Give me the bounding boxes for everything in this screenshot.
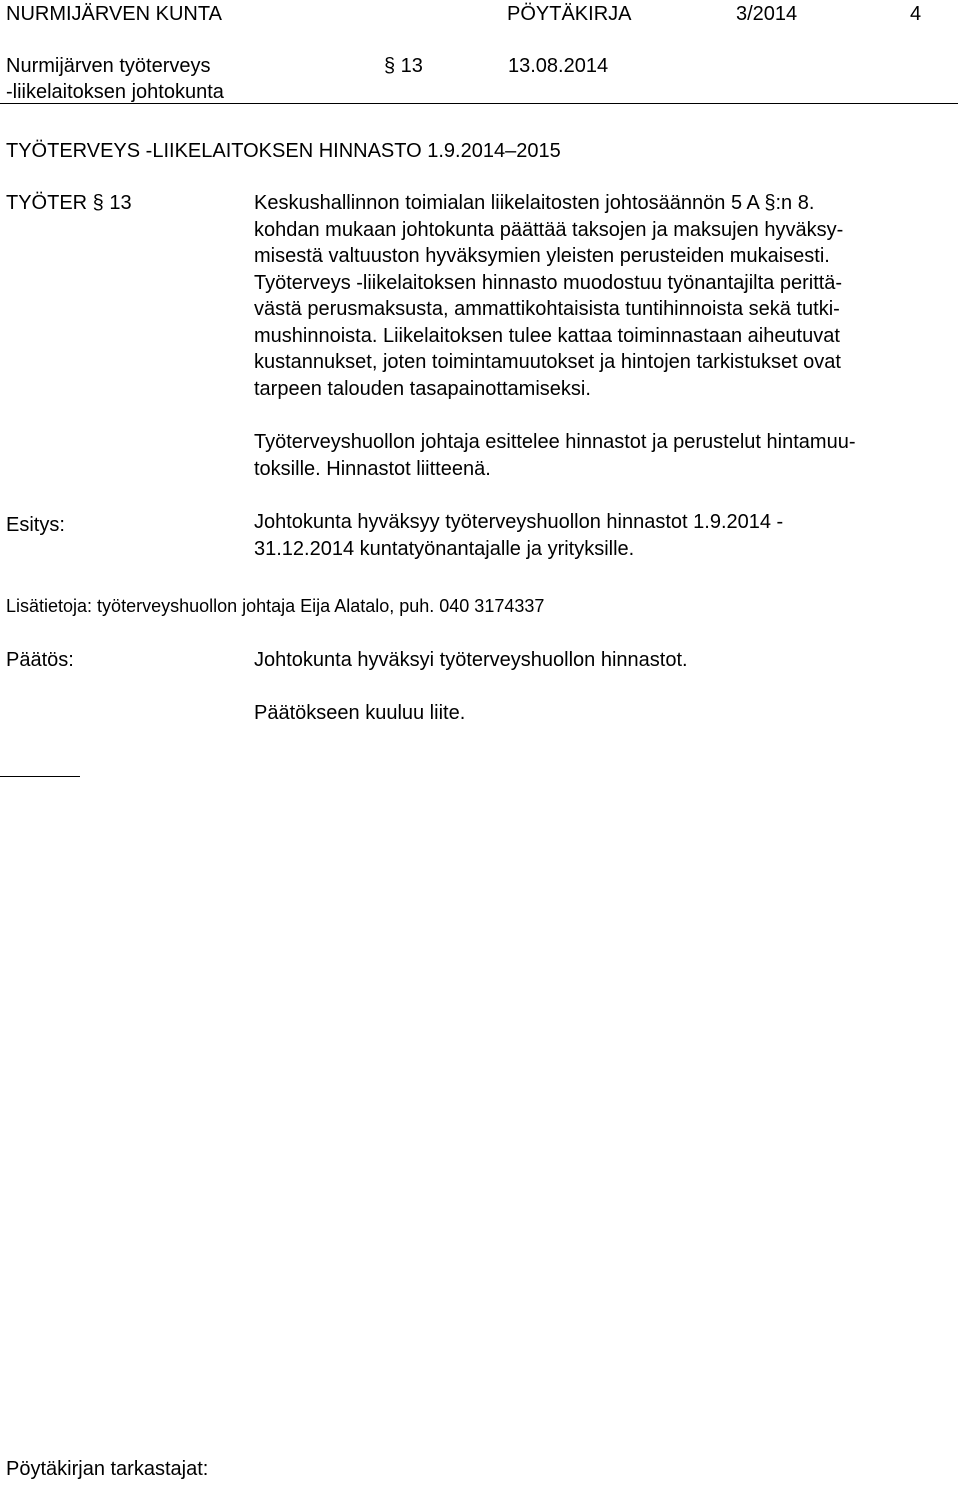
paragraph-line: misestä valtuuston hyväksymien yleisten perusteiden mukaisesti. [254,245,830,267]
page-number: 4 [910,3,922,25]
footer-reviewers: Pöytäkirjan tarkastajat: [6,1458,209,1480]
proposal-line: Johtokunta hyväksyy työterveyshuollon hinnastot 1.9.2014 - [254,511,784,533]
meeting-date: 13.08.2014 [508,55,609,77]
end-divider [0,776,80,777]
proposal-label: Esitys: [6,514,65,536]
decision-label: Päätös: [6,649,74,671]
paragraph-line: Työterveys -liikelaitoksen hinnasto muodostuu työnantajilta perittä- [254,271,843,294]
paragraph-line: Keskushallinnon toimialan liikelaitosten johtosäännön 5 A §:n 8. [254,192,815,214]
paragraph-line: kustannukset, joten toimintamuutokset ja hintojen tarkistukset ovat [254,351,841,373]
doc-number: 3/2014 [736,3,798,25]
decision-text: Johtokunta hyväksyi työterveyshuollon hinnastot. [254,649,688,671]
paragraph-main [254,190,954,402]
proposal-text [254,509,954,562]
section-number: § 13 [384,55,423,77]
paragraph-line: västä perusmaksusta, ammattikohtaisista tuntihinnoista sekä tutki- [254,298,840,320]
body-name-line1: Nurmijärven työterveys [6,55,211,77]
paragraph-line: mushinnoista. Liikelaitoksen tulee kattaa toiminnastaan aiheutuvat [254,324,840,347]
body-name-line2: -liikelaitoksen johtokunta [6,81,224,103]
case-reference: TYÖTER § 13 [6,192,132,214]
doc-type: PÖYTÄKIRJA [507,3,632,25]
page-title: TYÖTERVEYS -LIIKELAITOKSEN HINNASTO 1.9.2014–2015 [6,140,561,162]
paragraph-line: tarpeen talouden tasapainottamiseksi. [254,377,591,400]
contact-info: Lisätietoja: työterveyshuollon johtaja Eija Alatalo, puh. 040 3174337 [6,596,545,616]
proposal-line: 31.12.2014 kuntatyönantajalle ja yrityksille. [254,537,635,560]
org-name: NURMIJÄRVEN KUNTA [6,3,222,25]
paragraph-line: Työterveyshuollon johtaja esittelee hinnastot ja perustelut hintamuu- [254,431,856,453]
decision-attachment-note: Päätökseen kuuluu liite. [254,702,466,724]
paragraph-line: toksille. Hinnastot liitteenä. [254,457,491,480]
header-divider [0,103,958,104]
paragraph-presentation [254,429,954,482]
paragraph-line: kohdan mukaan johtokunta päättää taksojen ja maksujen hyväksy- [254,218,844,241]
